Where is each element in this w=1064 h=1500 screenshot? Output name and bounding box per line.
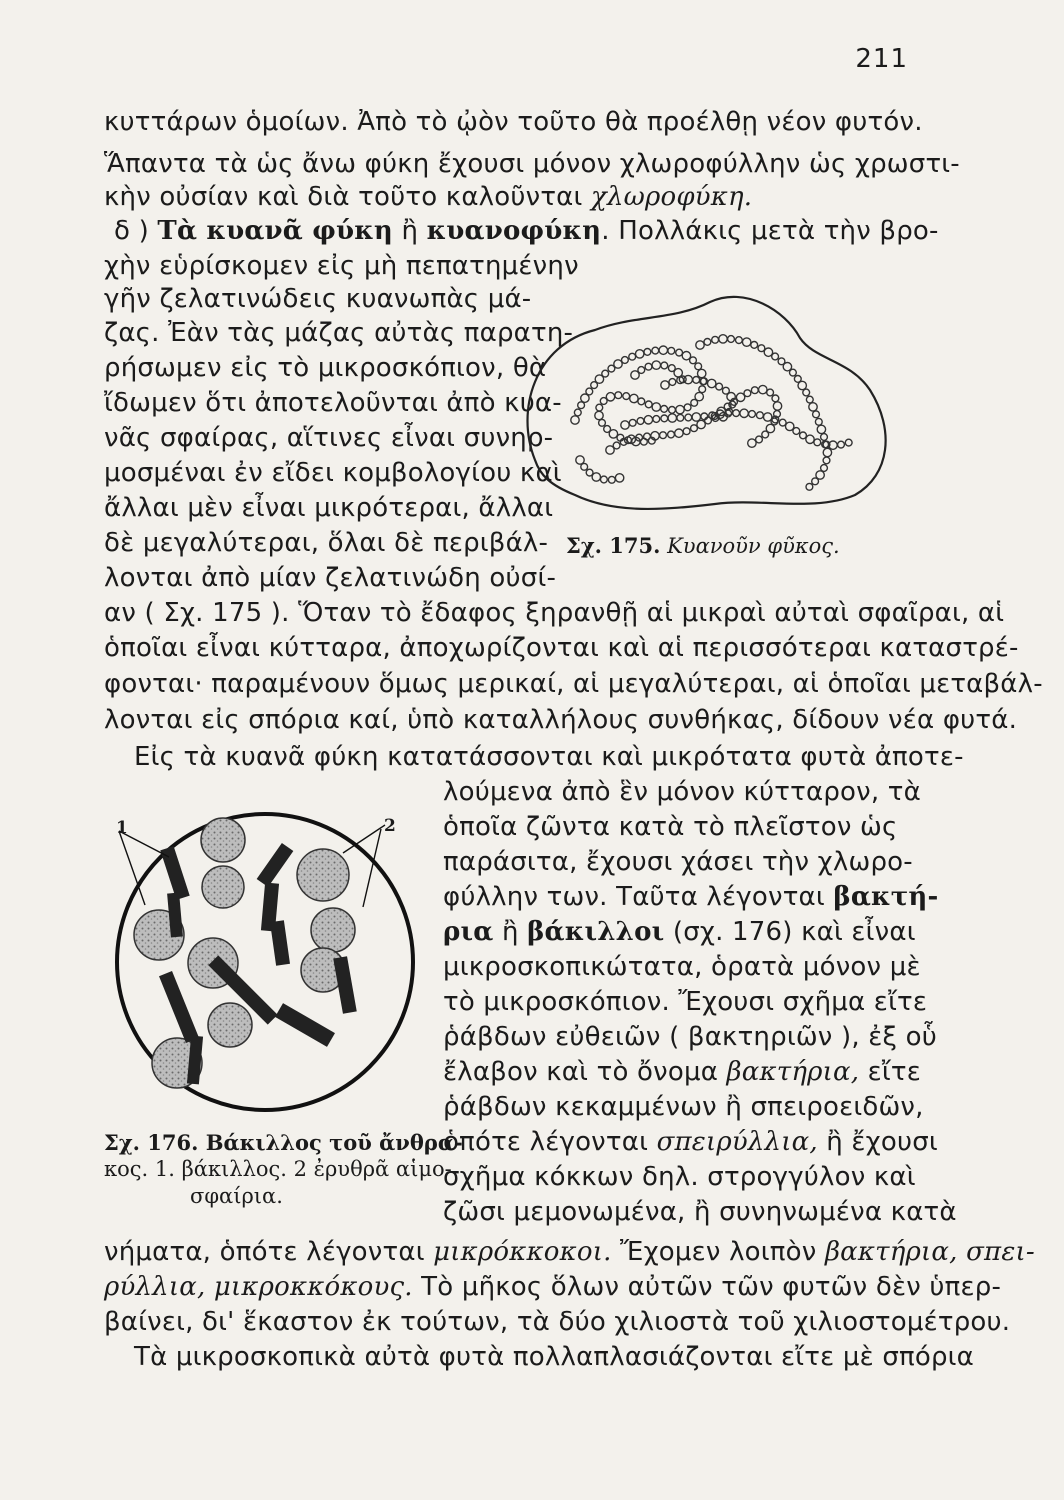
bead-cell [812,478,819,485]
bold-term: ρια [443,917,494,947]
bead-cell [652,347,659,354]
bead-cell [677,414,684,421]
text-line: νᾶς σφαίρας, αἵτινες εἶναι συνηρ- [104,423,554,453]
bead-cell [676,405,684,413]
bead-cell [809,403,817,411]
text-line: μικροσκοπικώτατα, ὁρατὰ μόνον μὲ [443,952,921,982]
text-line: βαίνει, δι' ἕκαστον ἐκ τούτων, τὰ δύο χιλιοστὰ τοῦ χιλιοστομέτρου. [104,1307,1011,1337]
blood-cell [208,1003,252,1047]
figure-176-caption-line: σφαίρια. [190,1184,283,1208]
bead-cell [586,388,593,395]
blood-cell [202,866,244,908]
bead-cell [615,474,623,482]
bead-cell [601,476,608,483]
text-line: ῥάβδων κεκαμμένων ἢ σπειροειδῶν, [443,1092,924,1122]
bead-cell [813,411,820,418]
bead-cell [764,413,772,421]
bold-term: βάκιλλοι [527,917,665,947]
text-span: (σχ. 176) καὶ εἶναι [664,917,916,947]
text-span: ἢ [393,216,427,246]
italic-term: σπειρύλλια, [656,1127,818,1157]
bead-cell [629,353,636,360]
bead-cell [708,379,716,387]
bead-cell [653,416,660,423]
text-line: μοσμέναι ἐν εἴδει κομβολογίου καὶ [104,458,562,488]
bead-cell [743,338,751,346]
caption-number: Σχ. 176. [104,1130,199,1155]
text-line: λονται ἀπὸ μίαν ζελατινώδη οὐσί- [104,563,557,593]
bead-cell [838,441,845,448]
bead-cell [615,392,622,399]
bead-cell [793,428,800,435]
italic-term: ρύλλια, μικροκκόκους. [104,1272,413,1302]
blood-cell [297,849,349,901]
bead-cell [814,439,821,446]
text-line: κυττάρων ὁμοίων. Ἀπὸ τὸ ᾠὸν τοῦτο θὰ προέλθῃ νέον φυτόν. [104,107,923,137]
bead-cell [661,406,668,413]
text-span: νήματα, ὁπότε λέγονται [104,1237,434,1267]
bacillus-rod [270,920,290,966]
figure-label-1: 1 [116,818,128,838]
bead-cell [733,410,740,417]
bead-cell [691,399,698,406]
bead-cell [806,435,814,443]
text-line: γῆν ζελατινώδεις κυανωπὰς μά- [104,284,532,314]
text-line [104,180,752,214]
text-line [443,1055,921,1089]
text-line: αν ( Σχ. 175 ). Ὅταν τὸ ἔδαφος ξηρανθῇ αἱ μικραὶ αὐταὶ σφαῖραι, αἱ [104,598,1005,628]
italic-term: μικρόκκοκοι. [433,1237,612,1267]
section-heading-line [114,214,939,248]
bead-cell [600,398,607,405]
bead-cell [821,434,828,441]
text-span: ὁπότε λέγονται [443,1127,657,1157]
bead-cell [685,414,692,421]
text-line [104,1235,1035,1269]
bead-cell [762,431,769,438]
text-line: λούμενα ἀπὸ ἓν μόνον κύτταρον, τὰ [443,777,922,807]
italic-term: βακτήρια, [726,1057,860,1087]
figure-176-caption-line [104,1130,463,1156]
bead-cell [773,402,781,410]
bead-cell [638,398,645,405]
bead-cell [845,439,852,446]
text-span: Τὸ μῆκος ὅλων αὐτῶν τῶν φυτῶν δὲν ὑπερ- [412,1272,1002,1302]
text-line: χὴν εὑρίσκομεν εἰς μὴ πεπατημένην [104,251,579,281]
figure-176-illustration [105,795,425,1120]
bead-chain-group [571,335,852,491]
text-line: Τὰ μικροσκοπικὰ αὐτὰ φυτὰ πολλαπλασιάζονται εἴτε μὲ σπόρια [134,1342,974,1372]
text-span: Ἔχομεν λοιπὸν [611,1237,825,1267]
bead-cell [698,369,706,377]
bead-cell [595,411,603,419]
bacillus-rod [257,843,294,887]
bead-cell [815,418,822,425]
bold-term: κυανοφύκη [426,216,602,246]
bead-cell [757,412,764,419]
bead-cell [767,389,774,396]
bead-cell [683,428,690,435]
text-line: σχῆμα κόκκων δηλ. στρογγύλον καὶ [443,1162,916,1192]
bead-cell [608,476,615,483]
bead-cell [790,369,797,376]
bead-cell [661,415,668,422]
bead-cell [712,336,719,343]
bead-cell [772,395,779,402]
figure-176-caption-line: κος. 1. βάκιλλος. 2 ἐρυθρᾶ αἱμο- [104,1157,452,1181]
bead-cell [602,370,609,377]
text-line: Εἰς τὰ κυανᾶ φύκη κατατάσσονται καὶ μικρότατα φυτὰ ἀποτε- [134,742,964,772]
text-line: ἄλλαι μὲν εἶναι μικρότεραι, ἄλλαι [104,493,554,523]
bead-cell [660,432,667,439]
bead-cell [599,419,606,426]
figure-175-illustration [515,290,895,515]
bead-cell [669,379,676,386]
bead-cell [699,386,706,393]
bead-cell [636,350,644,358]
caption-text: Κυανοῦν φῦκος. [660,534,840,558]
bead-cell [613,442,620,449]
bead-cell [740,409,748,417]
bead-cell [772,353,779,360]
blood-cell [201,818,245,862]
bead-cell [644,416,652,424]
bead-cell [751,387,758,394]
caption-text: Βάκιλλος τοῦ ἄνθρα- [198,1130,463,1155]
bead-cell [668,347,675,354]
bead-cell [574,409,581,416]
text-line: ζας. Ἐὰν τὰς μάζας αὐτὰς παρατη- [104,318,574,348]
bead-cell [652,403,660,411]
bead-cell [716,383,723,390]
bead-cell [609,430,617,438]
bead-cell [748,439,756,447]
text-line: λονται εἰς σπόρια καί, ὑπὸ καταλλήλους συνθήκας, δίδουν νέα φυτά. [104,705,1018,735]
bead-cell [759,385,767,393]
bead-cell [806,483,813,490]
page-number: 211 [855,44,908,74]
bead-cell [817,425,825,433]
bead-cell [592,473,600,481]
bead-cell [695,363,702,370]
bead-cell [684,404,691,411]
italic-term: χλωροφύκη. [590,182,753,212]
text-line: τὸ μικροσκόπιον. Ἔχουσι σχῆμα εἴτε [443,987,928,1017]
bead-cell [749,411,756,418]
text-line: ζῶσι μεμονωμένα, ἢ συνηνωμένα κατὰ [443,1197,957,1227]
bead-cell [629,419,636,426]
figure-label-2: 2 [384,816,396,836]
text-line: ὁποῖα ζῶντα κατὰ τὸ πλεῖστον ὡς [443,812,898,842]
bacillus-rod [275,1003,335,1047]
bead-cell [659,346,667,354]
caption-number: Σχ. 175. [566,533,661,558]
bead-cell [661,362,668,369]
text-line [443,915,916,949]
bead-cell [596,404,603,411]
text-span: ἢ ἔχουσι [817,1127,938,1157]
bead-cell [622,357,629,364]
text-span: εἴτε [859,1057,922,1087]
text-span: ἢ [493,917,528,947]
text-span: κὴν οὐσίαν καὶ διὰ τοῦτο καλοῦνται [104,182,591,212]
bead-cell [690,357,697,364]
text-line [104,1270,1001,1304]
bead-cell [645,363,652,370]
bead-cell [638,367,645,374]
text-line: δὲ μεγαλύτεραι, ὅλαι δὲ περιβάλ- [104,528,549,558]
text-span: . Πολλάκις μετὰ τὴν βρο- [601,216,939,246]
bead-cell [630,394,638,402]
bead-cell [803,389,810,396]
bead-cell [693,377,700,384]
bead-cell [668,414,676,422]
text-line [443,880,939,914]
bead-cell [668,431,675,438]
text-line: ὁποῖαι εἶναι κύτταρα, ἀποχωρίζονται καὶ αἱ περισσότεραι καταστρέ- [104,633,1019,663]
text-line: παράσιτα, ἔχουσι χάσει τὴν χλωρο- [443,847,913,877]
bead-cell [692,413,700,421]
bead-cell [691,425,698,432]
text-line: ῥάβδων εὐθειῶν ( βακτηριῶν ), ἐξ οὗ [443,1022,938,1052]
bold-term: βακτή- [833,882,939,912]
text-line: Ἅπαντα τὰ ὡς ἄνω φύκη ἔχουσι μόνον χλωροφύλλην ὡς χρωστι- [104,149,960,179]
bead-cell [696,341,704,349]
bead-cell [644,433,651,440]
figure-175-caption [566,533,840,559]
bead-cell [704,339,711,346]
bead-cell [719,335,727,343]
bead-cell [661,381,669,389]
text-line: φονται· παραμένουν ὅμως μερικαί, αἱ μεγαλύτεραι, αἱ ὁποῖαι μεταβάλ- [104,669,1043,699]
bead-cell [751,342,758,349]
bead-cell [669,407,676,414]
bead-cell [645,401,652,408]
bead-cell [744,390,751,397]
text-span: φύλλην των. Ταῦτα λέγονται [443,882,834,912]
bead-cell [823,457,830,464]
text-line: ἴδωμεν ὅτι ἀποτελοῦνται ἀπὸ κυα- [104,388,562,418]
bead-cell [637,418,644,425]
text-span: δ ) [114,216,158,246]
bead-cell [621,421,629,429]
bead-cell [798,381,806,389]
bead-cell [675,429,683,437]
bead-cell [644,349,651,356]
bead-cell [571,416,579,424]
text-span: ἔλαβον καὶ τὸ ὄνομα [443,1057,727,1087]
bead-cell [676,349,683,356]
bead-cell [823,448,831,456]
text-line [443,1125,938,1159]
bead-cell [806,396,813,403]
italic-term: βακτήρια, σπει- [824,1237,1035,1267]
bead-cell [736,337,743,344]
bead-cell [581,463,588,470]
text-line: ρήσωμεν εἰς τὸ μικροσκόπιον, θὰ [104,353,547,383]
bacillus-rod [159,971,199,1043]
bold-term: Τὰ κυανᾶ φύκη [157,216,393,246]
blood-cell [311,908,355,952]
bead-cell [728,336,735,343]
bead-cell [652,361,660,369]
bead-cell [623,393,630,400]
